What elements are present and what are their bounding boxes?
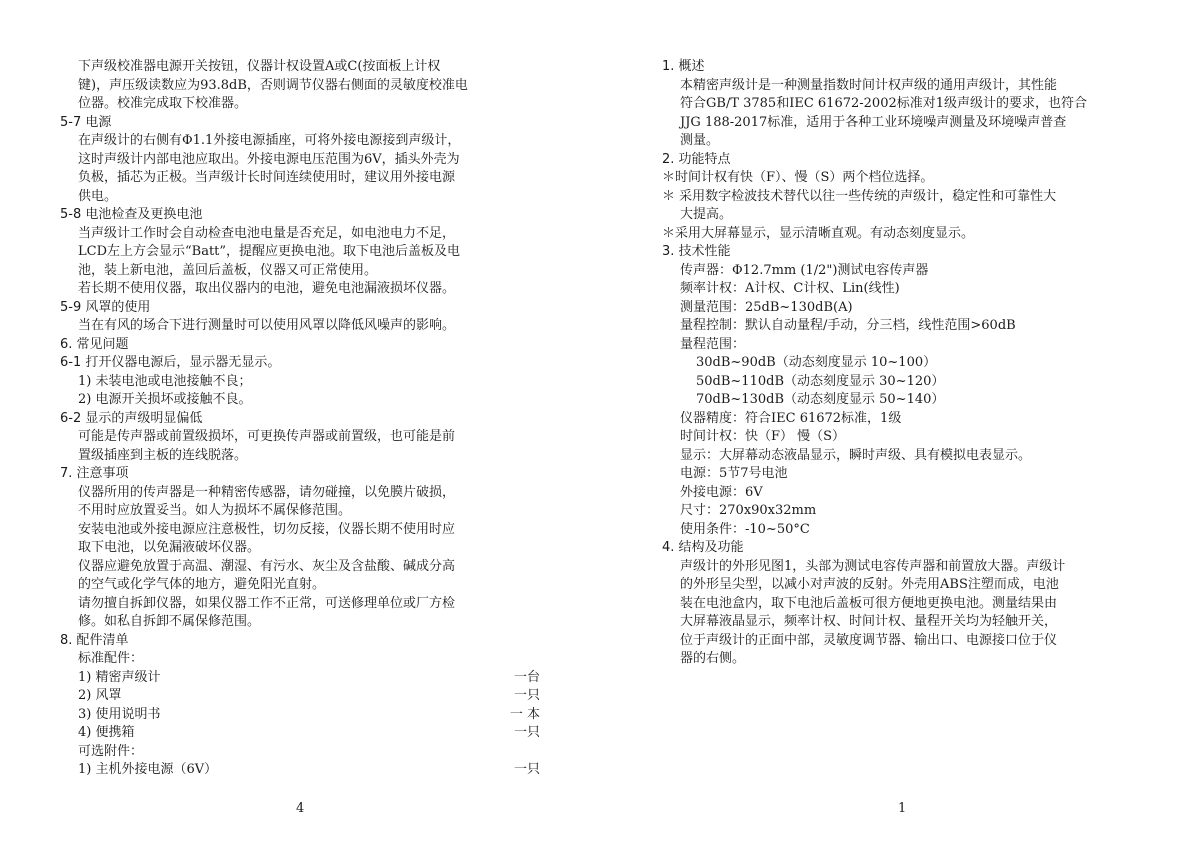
- section-heading: 6. 常见问题: [60, 336, 129, 352]
- text-line: 标准配件：: [78, 651, 144, 666]
- section-heading: 5-8 电池检查及更换电池: [60, 207, 203, 222]
- right-page: [662, 58, 1142, 669]
- text-line: LCD左上方会显示“Batt”，提醒应更换电池。取下电池后盖板及电: [78, 244, 461, 259]
- text-line: JJG 188-2017标准，适用于各种工业环境噪声测量及环境噪声普查: [680, 114, 1067, 130]
- text-line: 不用时应放置妥当。如人为损坏不属保修范围。: [78, 503, 352, 518]
- section-heading: 3. 技术性能: [662, 244, 731, 259]
- page-number-right: 1: [898, 801, 907, 816]
- text-line: 符合GB/T 3785和IEC 61672-2002标准对1级声级计的要求，也符合: [680, 96, 1088, 111]
- section-heading: 6-2 显示的声级明显偏低: [60, 410, 203, 426]
- text-line: 外接电源：6V: [680, 484, 763, 500]
- text-line: 位器。校准完成取下校准器。: [78, 96, 248, 111]
- optional-accessories-list: [60, 761, 540, 780]
- text-line: 电源：5节7号电池: [680, 466, 788, 481]
- left-page-text: [60, 58, 540, 669]
- text-line: 显示：大屏幕动态液晶显示，瞬时声级、具有模拟电表显示。: [680, 447, 1032, 463]
- accessory-row: [60, 669, 540, 688]
- text-line: 尺寸：270x90x32mm: [680, 503, 817, 518]
- section-heading: 1. 概述: [662, 59, 705, 74]
- text-line: 测量。: [680, 133, 720, 148]
- section-heading: 5-7 电源: [60, 114, 112, 130]
- text-line: 本精密声级计是一种测量指数时间计权声级的通用声级计，其性能: [680, 77, 1058, 93]
- text-line: 70dB~130dB（动态刻度显示 50~140）: [696, 392, 945, 407]
- text-line: 声级计的外形见图1，头部为测试电容传声器和前置放大器。声级计: [680, 558, 1066, 574]
- text-line: 可能是传声器或前置级损坏，可更换传声器或前置级，也可能是前: [78, 429, 456, 444]
- section-heading: 7. 注意事项: [60, 466, 129, 481]
- text-line: 传声器：Φ12.7mm (1/2")测试电容传声器: [680, 262, 929, 278]
- accessory-name: 1) 主机外接电源（6V）: [78, 762, 218, 777]
- text-line: 置级插座到主板的连线脱落。: [78, 447, 248, 463]
- text-line: 的空气或化学气体的地方，避免阳光直射。: [78, 577, 326, 592]
- text-line: 使用条件：-10~50°C: [680, 521, 810, 537]
- optional-accessories-label: 可选附件：: [78, 743, 144, 759]
- text-line: 取下电池，以免漏液破坏仪器。: [78, 540, 261, 555]
- text-line: 50dB~110dB（动态刻度显示 30~120）: [696, 373, 945, 389]
- text-line: ＊采用大屏幕显示，显示清晰直观。有动态刻度显示。: [662, 225, 975, 241]
- page-number-left: 4: [296, 801, 305, 816]
- text-line: 仪器精度：符合IEC 61672标准，1级: [680, 410, 902, 426]
- text-line: 当声级计工作时会自动检查电池电量是否充足，如电池电力不足，: [78, 225, 456, 241]
- text-line: 2) 电源开关损坏或接触不良。: [78, 392, 252, 407]
- text-line: 负极，插芯为正极。当声级计长时间连续使用时，建议用外接电源: [78, 170, 456, 185]
- text-line: 当在有风的场合下进行测量时可以使用风罩以降低风噪声的影响。: [78, 318, 456, 333]
- section-heading: 5-9 风罩的使用: [60, 299, 151, 315]
- text-line: 大屏幕液晶显示，频率计权、时间计权、量程开关均为轻触开关，: [680, 614, 1058, 629]
- standard-accessories-list: [60, 669, 540, 743]
- text-line: 修。如私自拆卸不属保修范围。: [78, 614, 261, 629]
- accessory-quantity: 一只: [513, 762, 540, 777]
- accessory-name: 3) 使用说明书: [78, 706, 161, 722]
- text-line: 量程范围：: [680, 336, 746, 352]
- accessory-quantity: 一 本: [509, 706, 540, 722]
- section-heading: 8. 配件清单: [60, 632, 129, 648]
- accessory-row: [60, 687, 540, 706]
- text-line: 时间计权：快（F） 慢（S）: [680, 429, 846, 444]
- text-line: 这时声级计内部电池应取出。外接电源电压范围为6V，插头外壳为: [78, 151, 460, 167]
- text-line: 器的右侧。: [680, 651, 746, 666]
- accessory-row: [60, 706, 540, 725]
- text-line: 若长期不使用仪器，取出仪器内的电池，避免电池漏液损坏仪器。: [78, 281, 456, 296]
- accessory-name: 4) 便携箱: [78, 725, 135, 740]
- text-line: 池，装上新电池，盖回后盖板，仪器又可正常使用。: [78, 262, 378, 278]
- text-line: 大提高。: [680, 207, 733, 222]
- text-line: 装在电池盒内，取下电池后盖板可很方便地更换电池。测量结果由: [680, 595, 1058, 611]
- text-line: 键)，声压级读数应为93.8dB，否则调节仪器右侧面的灵敏度校准电: [78, 77, 468, 93]
- text-line: 在声级计的右侧有Φ1.1外接电源插座，可将外接电源接到声级计，: [78, 133, 461, 148]
- accessory-quantity: 一只: [513, 725, 540, 740]
- text-line: 供电。: [78, 188, 118, 204]
- accessory-quantity: 一只: [513, 688, 540, 703]
- accessory-name: 2) 风罩: [78, 688, 122, 703]
- section-heading: 4. 结构及功能: [662, 540, 744, 555]
- accessory-row: [60, 724, 540, 743]
- accessory-quantity: 一台: [513, 669, 540, 685]
- section-heading: 2. 功能特点: [662, 151, 731, 167]
- text-line: 请勿擅自拆卸仪器，如果仪器工作不正常，可送修理单位或厂方检: [78, 595, 456, 611]
- right-page-text: [662, 58, 1142, 669]
- accessory-name: 1) 精密声级计: [78, 669, 161, 685]
- text-line: 1) 未装电池或电池接触不良；: [78, 373, 252, 389]
- text-line: 测量范围：25dB~130dB(A): [680, 299, 853, 315]
- text-line: ＊时间计权有快（F）、慢（S）两个档位选择。: [662, 170, 934, 185]
- text-line: 频率计权：A计权、C计权、Lin(线性): [680, 281, 900, 296]
- text-line: 位于声级计的正面中部，灵敏度调节器、输出口、电源接口位于仪: [680, 632, 1058, 648]
- text-line: 仪器应避免放置于高温、潮湿、有污水、灰尘及含盐酸、碱成分高: [78, 558, 456, 574]
- accessory-row: [60, 761, 540, 780]
- text-line: 仪器所用的传声器是一种精密传感器，请勿碰撞，以免膜片破损，: [78, 484, 456, 500]
- left-page: [60, 58, 540, 780]
- text-line: 下声级校准器电源开关按钮，仪器计权设置A或C(按面板上计权: [78, 59, 441, 74]
- section-heading: 6-1 打开仪器电源后，显示器无显示。: [60, 355, 281, 370]
- text-line: 安装电池或外接电源应注意极性，切勿反接，仪器长期不使用时应: [78, 521, 456, 537]
- text-line: ＊ 采用数字检波技术替代以往一些传统的声级计，稳定性和可靠性大: [662, 188, 1057, 204]
- text-line: 30dB~90dB（动态刻度显示 10~100）: [696, 355, 937, 370]
- text-line: 的外形呈尖型，以减小对声波的反射。外壳用ABS注塑而成，电池: [680, 577, 1059, 592]
- text-line: 量程控制：默认自动量程/手动，分三档，线性范围>60dB: [680, 318, 1016, 333]
